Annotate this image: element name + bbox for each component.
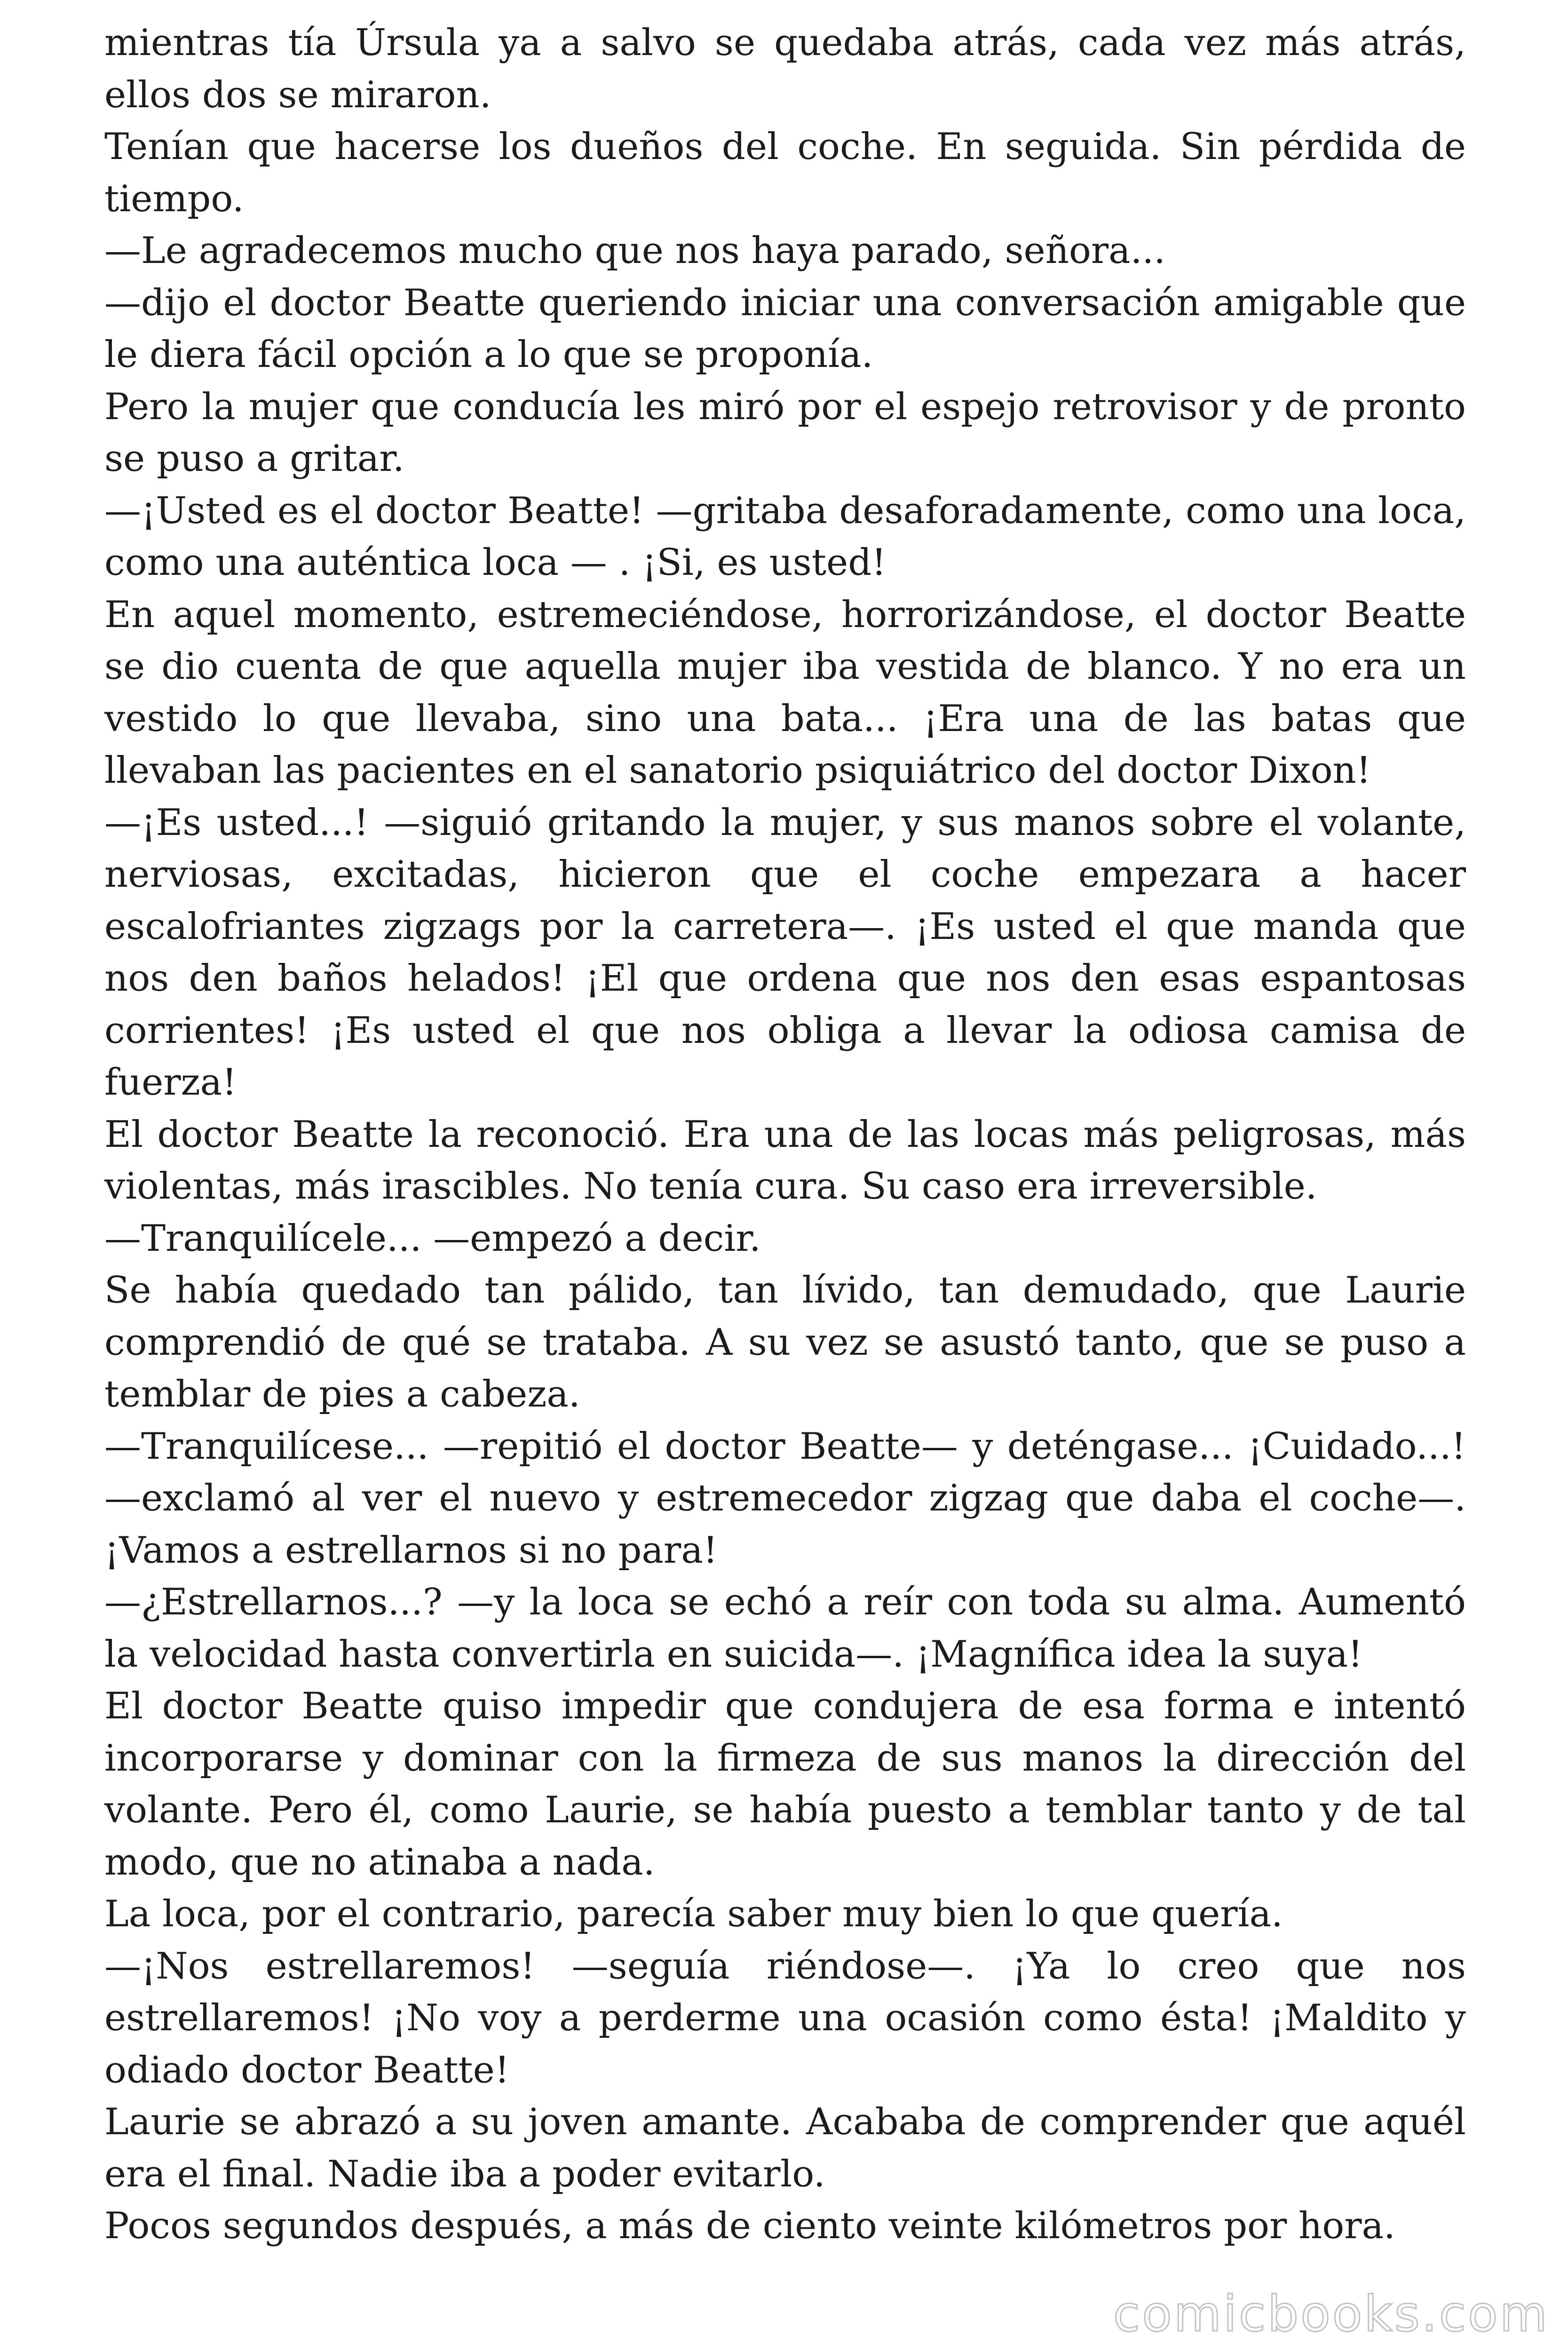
paragraph: —Tranquilícese... —repitió el doctor Beatte— y deténgase... ¡Cuidado...! —exclamó al ver el nuevo y estremecedor zigzag que daba el coche—. ¡Vamos a estrellarnos si no para! bbox=[104, 1425, 1466, 1572]
paragraph: El doctor Beatte la reconoció. Era una de las locas más peligrosas, más violentas, más irascibles. No tenía cura. Su caso era irreversible. bbox=[104, 1113, 1466, 1208]
paragraph: —Le agradecemos mucho que nos haya parado, señora... bbox=[104, 230, 1166, 272]
page-text bbox=[104, 17, 1466, 2252]
paragraph: En aquel momento, estremeciéndose, horrorizándose, el doctor Beatte se dio cuenta de que aquella mujer iba vestida de blanco. Y no era un vestido lo que llevaba, sino una bata... ¡Era una de las batas que llevaban las pacientes en el sanatorio psiquiátrico del doctor Dixon! bbox=[104, 593, 1466, 792]
paragraph: Pero la mujer que conducía les miró por el espejo retrovisor y de pronto se puso a gritar. bbox=[104, 385, 1466, 480]
paragraph: Se había quedado tan pálido, tan lívido, tan demudado, que Laurie comprendió de qué se trataba. A su vez se asustó tanto, que se puso a temblar de pies a cabeza. bbox=[104, 1269, 1466, 1415]
paragraph: Laurie se abrazó a su joven amante. Acababa de comprender que aquél era el final. Nadie iba a poder evitarlo. bbox=[104, 2101, 1466, 2195]
paragraph: La loca, por el contrario, parecía saber muy bien lo que quería. bbox=[104, 1893, 1283, 1935]
paragraph: mientras tía Úrsula ya a salvo se quedaba atrás, cada vez más atrás, ellos dos se miraron. bbox=[104, 22, 1466, 116]
paragraph: Tenían que hacerse los dueños del coche. En seguida. Sin pérdida de tiempo. bbox=[104, 126, 1466, 220]
paragraph: —Tranquilícele... —empezó a decir. bbox=[104, 1217, 761, 1260]
paragraph: Pocos segundos después, a más de ciento veinte kilómetros por hora. bbox=[104, 2205, 1395, 2247]
paragraph: —¡Es usted...! —siguió gritando la mujer, y sus manos sobre el volante, nerviosas, excitadas, hicieron que el coche empezara a hacer escalofriantes zigzags por la carretera—. ¡Es usted el que manda que nos den baños helados! ¡El que ordena que nos den esas espantosas corrientes! ¡Es usted el que nos obliga a llevar la odiosa camisa de fuerza! bbox=[104, 801, 1466, 1104]
paragraph: —dijo el doctor Beatte queriendo iniciar una conversación amigable que le diera fácil opción a lo que se proponía. bbox=[104, 281, 1466, 376]
paragraph: El doctor Beatte quiso impedir que condujera de esa forma e intentó incorporarse y dominar con la firmeza de sus manos la dirección del volante. Pero él, como Laurie, se había puesto a temblar tanto y de tal modo, que no atinaba a nada. bbox=[104, 1685, 1466, 1883]
watermark: comicbooks.com bbox=[1113, 2285, 1549, 2343]
paragraph: —¡Usted es el doctor Beatte! —gritaba desaforadamente, como una loca, como una auténtica loca — . ¡Si, es usted! bbox=[104, 489, 1466, 584]
paragraph: —¡Nos estrellaremos! —seguía riéndose—. ¡Ya lo creo que nos estrellaremos! ¡No voy a perderme una ocasión como ésta! ¡Maldito y odiado doctor Beatte! bbox=[104, 1945, 1466, 2091]
paragraph: —¿Estrellarnos...? —y la loca se echó a reír con toda su alma. Aumentó la velocidad hasta convertirla en suicida—. ¡Magnífica idea la suya! bbox=[104, 1581, 1466, 1676]
